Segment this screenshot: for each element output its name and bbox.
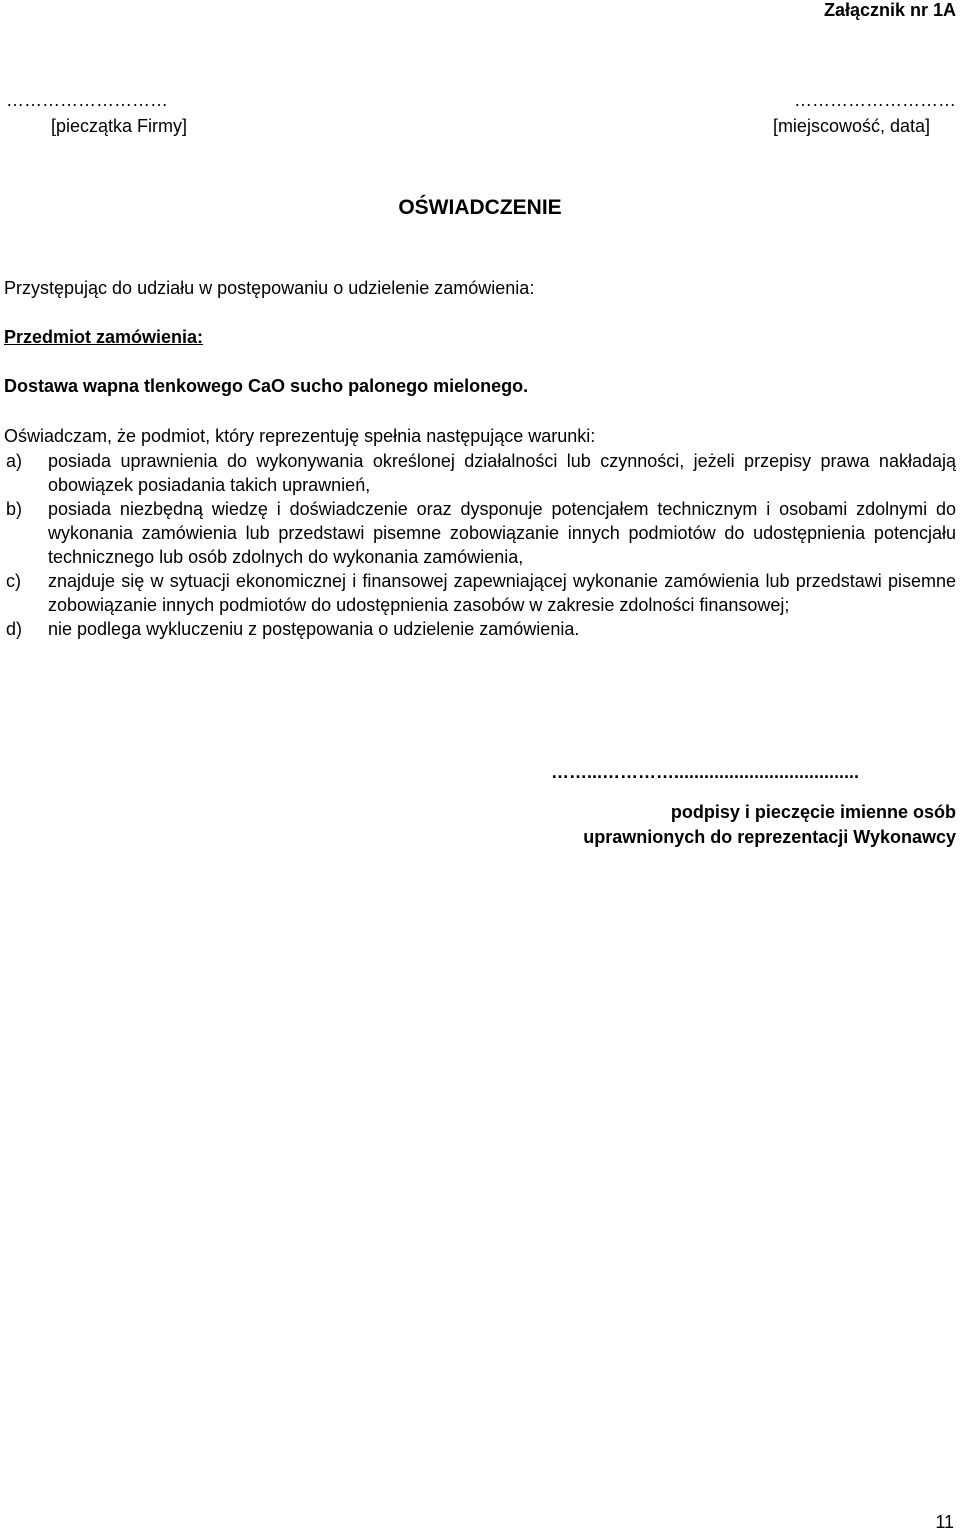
signature-caption-line1: podpisy i pieczęcie imienne osób: [670, 802, 956, 822]
condition-marker: c): [6, 571, 21, 591]
declaration-lead: Oświadczam, że podmiot, który reprezentuję spełnia następujące warunki:: [4, 426, 596, 446]
company-stamp-dots: ………………………: [6, 90, 168, 110]
company-stamp-label: [pieczątka Firmy]: [51, 116, 188, 136]
condition-text: posiada uprawnienia do wykonywania określonej działalności lub czynności, jeżeli przepisy prawa nakładają obowiązek posiadania takich uprawnień,: [48, 451, 956, 495]
document-title: OŚWIADCZENIE: [398, 196, 562, 219]
place-date-label: [miejscowość, data]: [772, 116, 930, 136]
intro-text: Przystępując do udziału w postępowaniu o udzielenie zamówienia:: [4, 278, 535, 298]
condition-marker: d): [6, 619, 23, 639]
condition-text: znajduje się w sytuacji ekonomicznej i finansowej zapewniającej wykonanie zamówienia lub przedstawi pisemne zobowiązanie innych podmiotów do udostępnienia zasobów w zakresie zdolności finansowej;: [48, 571, 956, 615]
subject-label: Przedmiot zamówienia:: [4, 327, 204, 347]
condition-marker: a): [6, 451, 23, 471]
signature-caption: [496, 800, 956, 850]
condition-marker: b): [6, 499, 23, 519]
signature-dots: ……...………….....................................: [551, 762, 860, 782]
page-number: 11: [935, 1512, 954, 1532]
attachment-label: Załącznik nr 1A: [823, 0, 956, 20]
signature-caption-line2: uprawnionych do reprezentacji Wykonawcy: [583, 827, 956, 847]
condition-text: posiada niezbędną wiedzę i doświadczenie oraz dysponuje potencjałem technicznym i osobami zdolnymi do wykonania zamówienia lub przedstawi pisemne zobowiązanie innych podmiotów do udostępnienia potencjału technicznego lub osób zdolnych do wykonania zamówienia,: [48, 499, 956, 567]
condition-item: [4, 617, 956, 641]
condition-item: [4, 569, 956, 617]
conditions-list: [4, 449, 956, 641]
condition-item: [4, 449, 956, 497]
condition-text: nie podlega wykluczeniu z postępowania o udzielenie zamówienia.: [48, 619, 580, 639]
condition-item: [4, 497, 956, 569]
subject-value: Dostawa wapna tlenkowego CaO sucho palonego mielonego.: [4, 376, 529, 396]
place-date-dots: ………………………: [794, 90, 956, 110]
